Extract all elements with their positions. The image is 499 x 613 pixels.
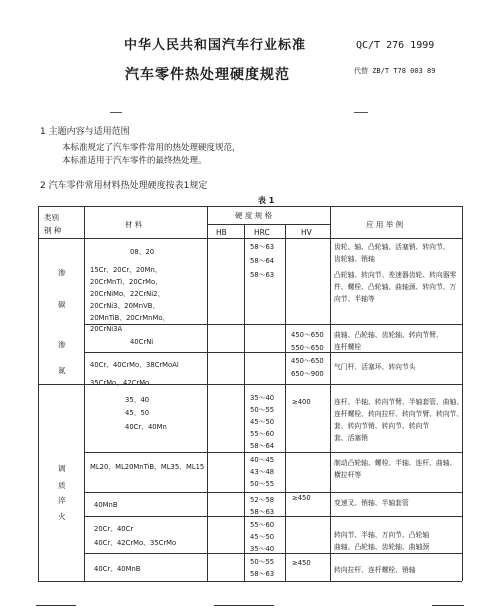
header-hardness-spec: 硬 度 规 格 — [235, 211, 273, 220]
footer-rule-left — [36, 605, 76, 606]
footer-rule-right — [432, 605, 464, 606]
hrc-value: 58～64 — [250, 257, 275, 265]
hrc-value: 55～60 — [250, 430, 275, 438]
application-cell: 连杆、半轴、转向节臂、半轴套管、曲轴、 — [334, 398, 464, 406]
application-cell: 转向拉杆、连杆螺栓、销轴 — [334, 566, 416, 574]
material-cell: 35CrMo、42CrMo — [90, 379, 150, 387]
hv-value: 550～650 — [291, 344, 324, 352]
table-left-border — [38, 206, 39, 581]
material-cell: ML20、ML20MnTiB、ML35、ML15 — [90, 463, 205, 471]
application-cell: 套、活塞销 — [334, 434, 368, 442]
section-1-line-2: 本标准适用于汽车零件的最终热处理。 — [62, 156, 207, 166]
material-cell: 40CrNi — [130, 338, 154, 346]
header-hb: HB — [216, 228, 227, 237]
col-divider-hv — [330, 206, 331, 581]
document-title: 汽车零件热处理硬度规范 — [125, 67, 290, 83]
material-cell: 20CrNi3、20MnVB、 — [90, 302, 160, 310]
application-cell: 气门杆、活塞环、转向节头 — [334, 363, 416, 371]
material-cell: 40Cr、40CrMo、38CrMoAl — [90, 361, 179, 369]
hrc-value: 52～58 — [250, 496, 275, 504]
table-header-divider — [38, 238, 462, 239]
material-cell: 35、40 — [125, 396, 150, 404]
application-cell: 齿轮轴、销轴 — [334, 255, 375, 263]
application-cell: 齿轮、轴、凸轮轴、活塞销、转向节、 — [334, 243, 450, 251]
category-char: 渗 — [58, 340, 66, 349]
hv-value: ≥450 — [292, 494, 311, 502]
hv-value: 450～650 — [291, 331, 324, 339]
hardness-subheader-divider — [207, 224, 330, 225]
application-cell: 套、转向节销、转向节、转向节 — [334, 422, 430, 430]
table-top-border — [38, 206, 462, 207]
row-sep-nitride-a — [84, 352, 462, 353]
hrc-value: 45～50 — [250, 533, 275, 541]
material-cell: 20CrNiMo、22CrNi2、 — [90, 290, 165, 298]
table-bottom-border — [38, 581, 462, 582]
material-cell: 15Cr、20Cr、20Mn、 — [90, 266, 162, 274]
section-2-heading: 2 汽车零件常用材料热处理硬度按表1规定 — [40, 181, 208, 191]
col-divider-material — [207, 206, 208, 581]
hv-value: 450～650 — [291, 357, 324, 365]
application-cell: 向节、半轴等 — [334, 295, 375, 303]
standard-title: 中华人民共和国汽车行业标准 — [124, 38, 307, 53]
col-divider-hrc — [285, 224, 286, 581]
hrc-value: 50～55 — [250, 480, 275, 488]
material-cell: 40Cr、40Mn — [125, 423, 167, 431]
application-cell: 横拉杆等 — [334, 471, 362, 479]
table-caption: 表 1 — [258, 196, 275, 205]
col-divider-category — [84, 206, 85, 581]
material-cell: 40Cr、42CrMo、35CrMo — [94, 539, 177, 547]
category-char: 调 — [58, 464, 66, 473]
header-steel-type: 钢 种 — [44, 226, 62, 235]
material-cell: 45、50 — [125, 409, 150, 417]
hrc-value: 58～63 — [250, 570, 275, 578]
replaces-standard: 代替 ZB/T T78 003 89 — [354, 67, 436, 75]
hrc-value: 58～64 — [250, 442, 275, 450]
footer-rule-center — [214, 605, 274, 606]
hrc-value: 58～63 — [250, 508, 275, 516]
hrc-value: 58～63 — [250, 271, 275, 279]
application-cell: 制动凸轮轴、螺栓、半轴、连杆、曲轴、 — [334, 459, 457, 467]
hrc-value: 40～45 — [250, 456, 275, 464]
material-cell: 40Cr、40MnB — [94, 565, 141, 573]
hrc-value: 50～55 — [250, 406, 275, 414]
category-char: 淬 — [58, 496, 66, 505]
application-cell: 件、螺栓、凸轮轴、曲轴颈、转向节、万 — [334, 283, 457, 291]
application-cell: 曲轴、凸轮轴、齿轮轴、曲轴颈 — [334, 543, 430, 551]
hrc-value: 50～55 — [250, 558, 275, 566]
standard-code: QC/T 276 1999 — [356, 40, 435, 51]
header-material: 材 料 — [125, 220, 143, 229]
application-cell: 连杆螺栓 — [334, 343, 362, 351]
hrc-value: 45～50 — [250, 418, 275, 426]
material-cell: 08、20 — [130, 248, 155, 256]
section-1-body — [62, 142, 241, 168]
header-rule-left — [110, 112, 122, 113]
category-char: 质 — [58, 481, 66, 490]
section-1-heading: 1 主题内容与适用范围 — [40, 127, 130, 137]
row-sep-quench-b — [84, 492, 462, 493]
row-sep-carburize — [84, 324, 462, 325]
col-divider-hb — [244, 224, 245, 581]
hrc-value: 43～48 — [250, 468, 275, 476]
header-rule-right — [354, 112, 368, 113]
header-hrc: HRC — [254, 228, 270, 237]
hv-value: ≥400 — [292, 398, 311, 406]
hrc-value: 35～40 — [250, 545, 275, 553]
hrc-value: 35～40 — [250, 394, 275, 402]
material-cell: 20MnTiB、20CrMnMo、 — [90, 314, 170, 322]
category-char: 火 — [58, 512, 66, 521]
material-cell: 20Cr、40Cr — [94, 525, 134, 533]
category-char: 渗 — [58, 268, 66, 277]
hrc-value: 55～60 — [250, 521, 275, 529]
application-cell: 转向节、半轴、万向节、凸轮轴 — [334, 531, 430, 539]
hv-value: ≥450 — [292, 559, 311, 567]
category-char: 碳 — [58, 300, 66, 309]
row-sep-quench-a — [84, 452, 462, 453]
material-cell: 40MnB — [94, 501, 118, 509]
application-cell: 变速叉、销轴、半轴套管 — [334, 499, 409, 507]
material-cell: 20CrNi3A — [90, 325, 123, 333]
hv-value: 650～900 — [291, 370, 324, 378]
header-application: 应 用 举 例 — [366, 220, 404, 229]
application-cell: 连杆螺栓、转向拉杆、转向节臂、转向节、 — [334, 410, 464, 418]
header-hv: HV — [301, 228, 312, 237]
header-material-category: 类别 — [44, 213, 59, 222]
row-sep-category — [38, 384, 84, 385]
section-1-line-1: 本标准规定了汽车零件常用的热处理硬度规范， — [62, 143, 241, 153]
table-right-border — [462, 206, 463, 581]
hrc-value: 58～63 — [250, 243, 275, 251]
application-cell: 曲轴、凸轮轴、齿轮轴、转向节臂、 — [334, 331, 443, 339]
material-cell: 20CrMnTi、20CrMo、 — [90, 278, 162, 286]
category-char: 氮 — [58, 366, 66, 375]
application-cell: 凸轮轴、转向节、差速器齿轮、转向器零 — [334, 271, 457, 279]
